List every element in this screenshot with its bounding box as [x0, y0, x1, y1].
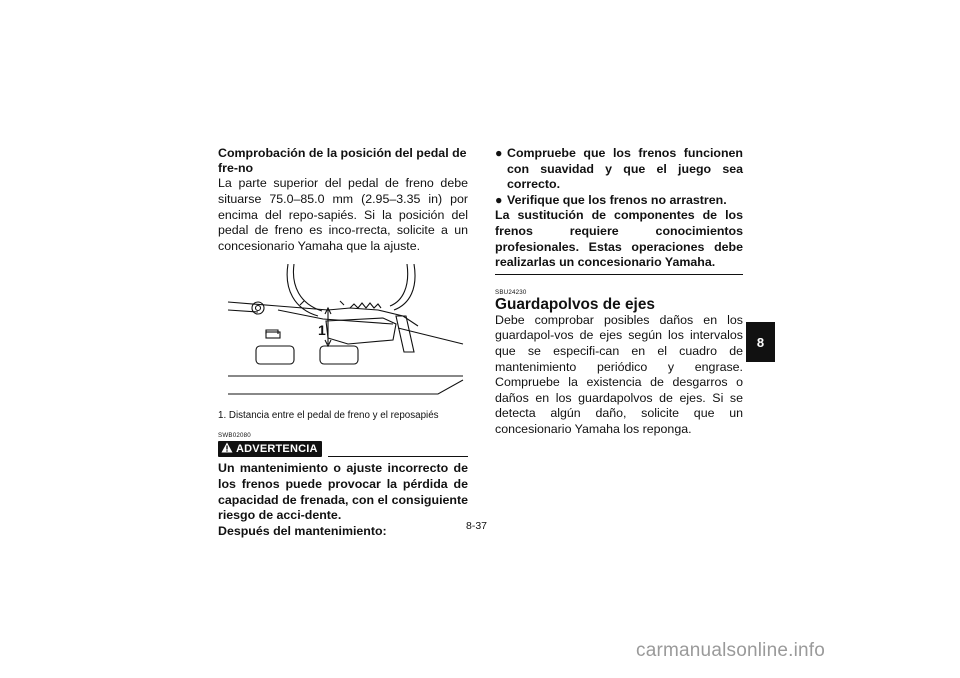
warning-header	[218, 441, 468, 457]
warning-code: SWB02080	[218, 432, 251, 440]
after-maintenance-label: Después del mantenimiento:	[218, 523, 387, 538]
section-paragraph: Debe comprobar posibles daños en los guardapol-vos de ejes según los intervalos que se especifi-can en el cuadro de mantenimiento periódico y engrase. Compruebe la existencia de desgarros o daños en los guardapolvos de ejes. Si se detecta algún daño, solicite que un concesionario Yamaha los reponga.	[495, 312, 743, 436]
brake-pedal-paragraph: La parte superior del pedal de freno debe situarse 75.0–85.0 mm (2.95–3.35 in) por encima del repo-sapiés. Si la posición del pedal de freno es inco-rrecta, solicite a un concesionario Yamaha que la ajuste.	[218, 176, 468, 253]
figure-caption: 1. Distancia entre el pedal de freno y el reposapiés	[218, 410, 439, 422]
section-title: Guardapolvos de ejes	[495, 295, 655, 313]
warning-badge	[218, 441, 322, 457]
warning-rule	[328, 456, 468, 457]
brake-pedal-heading: Comprobación de la posición del pedal de fre-no	[218, 146, 467, 176]
warning-label: ADVERTENCIA	[236, 443, 318, 456]
warning-end-rule	[495, 274, 743, 275]
bullet-icon: ●	[495, 146, 503, 160]
left-column	[218, 146, 468, 539]
list-item	[495, 193, 743, 209]
right-column	[495, 146, 743, 438]
warning-triangle-icon	[221, 442, 233, 456]
brake-pedal-figure	[218, 264, 468, 404]
brake-pedal-illustration	[218, 264, 468, 404]
section-code: SBU24230	[495, 288, 527, 296]
warning-text: Un mantenimiento o ajuste incorrecto de los frenos puede provocar la pérdida de capacidad de frenada, con el consiguiente riesgo de acci-dente.	[218, 461, 468, 523]
warning-closing-text: La sustitución de componentes de los frenos requiere conocimientos profesionales. Estas operaciones debe realizarlas un concesionario Yamaha.	[495, 208, 743, 270]
bullet-text: Compruebe que los frenos funcionen con suavidad y que el juego sea correcto.	[507, 146, 743, 192]
watermark: carmanualsonline.info	[636, 640, 826, 661]
figure-callout-1: 1	[318, 322, 326, 339]
bullet-icon: ●	[495, 192, 503, 207]
list-item	[495, 146, 743, 193]
page-number: 8-37	[466, 520, 488, 532]
chapter-tab: 8	[746, 322, 775, 362]
bullet-text: Verifique que los frenos no arrastren.	[507, 192, 727, 207]
